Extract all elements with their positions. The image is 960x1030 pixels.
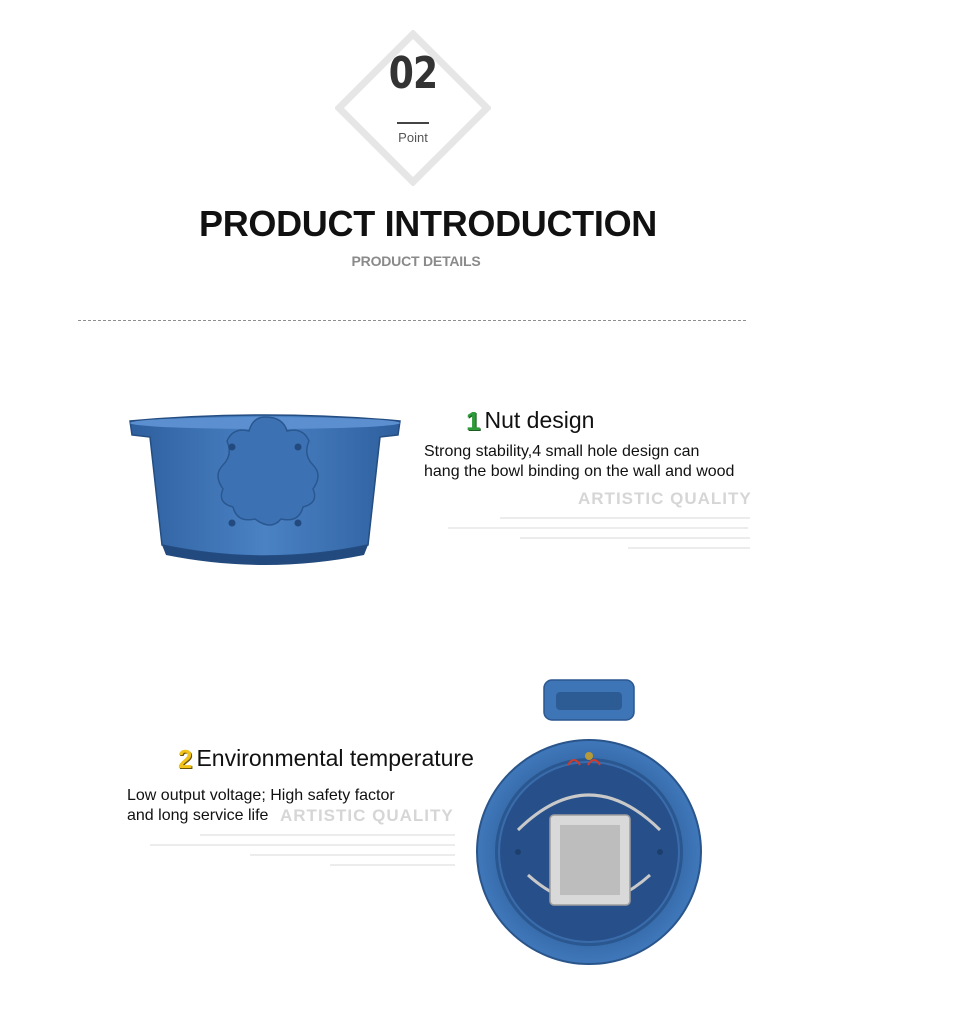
section-divider <box>78 320 746 321</box>
fine-print-line <box>330 864 455 866</box>
point-number: 02 <box>388 48 438 99</box>
page-subtitle: PRODUCT DETAILS <box>351 253 481 269</box>
point-badge <box>335 30 491 186</box>
feature-1-title: 1 Nut design <box>466 406 595 436</box>
feature-1-watermark: ARTISTIC QUALITY <box>578 489 752 508</box>
bowl-side-image <box>100 345 430 635</box>
fine-print-line <box>520 537 750 539</box>
page-title: PRODUCT INTRODUCTION <box>199 203 657 244</box>
fine-print-line <box>150 844 455 846</box>
feature-2-watermark: ARTISTIC QUALITY <box>280 806 454 825</box>
point-label: Point <box>398 130 428 145</box>
fine-print-line <box>200 834 455 836</box>
fine-print-line <box>448 527 748 529</box>
feature-2-title: 2 Environmental temperature <box>178 744 474 774</box>
fine-print-line <box>500 517 750 519</box>
number-two-icon: 2 <box>178 744 193 774</box>
feature-2-description: Low output voltage; High safety factor and long service life <box>127 787 395 824</box>
bowl-bottom-image <box>448 670 748 970</box>
fine-print-line <box>250 854 455 856</box>
feature-1-description: Strong stability,4 small hole design can hang the bowl binding on the wall and wood <box>424 443 735 480</box>
fine-print-line <box>628 547 750 549</box>
number-one-icon: 1 <box>466 406 481 436</box>
point-divider <box>397 122 429 124</box>
